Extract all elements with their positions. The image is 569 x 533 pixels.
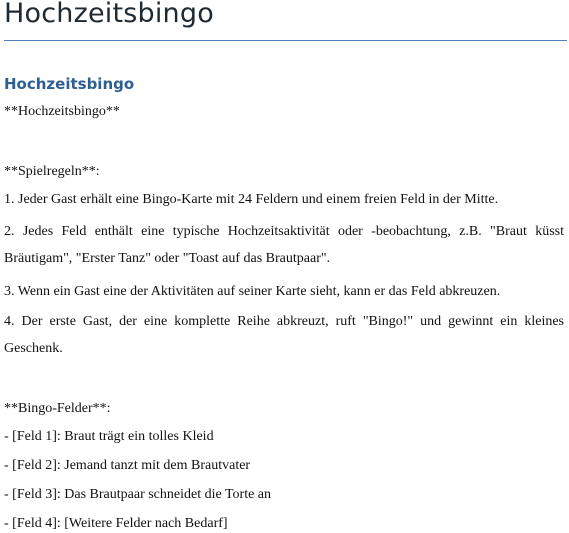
rule-item-4: 4. Der erste Gast, der eine komplette Reihe abkreuzt, ruft "Bingo!" und gewinnt ein kleines Geschenk. <box>4 314 564 356</box>
field-item-4: - [Feld 4]: [Weitere Felder nach Bedarf] <box>4 516 228 531</box>
rule-item-1: 1. Jeder Gast erhält eine Bingo-Karte mit 24 Feldern und einem freien Feld in der Mitte. <box>4 192 499 207</box>
fields-heading: **Bingo-Felder**: <box>4 401 111 416</box>
rules-heading: **Spielregeln**: <box>4 164 100 179</box>
section-heading: Hochzeitsbingo <box>4 75 135 93</box>
field-item-2: - [Feld 2]: Jemand tanzt mit dem Brautvater <box>4 458 251 473</box>
field-item-3: - [Feld 3]: Das Brautpaar schneidet die Torte an <box>4 487 272 502</box>
document-title: Hochzeitsbingo <box>4 0 214 29</box>
rule-item-3: 3. Wenn ein Gast eine der Aktivitäten auf seiner Karte sieht, kann er das Feld abkreuzen. <box>4 284 501 299</box>
field-item-1: - [Feld 1]: Braut trägt ein tolles Kleid <box>4 429 214 444</box>
rule-item-2: 2. Jedes Feld enthält eine typische Hochzeitsaktivität oder -beobachtung, z.B. "Braut küsst Bräutigam", "Erster Tanz" oder "Toast auf das Brautpaar". <box>4 224 564 266</box>
bold-marker-line: **Hochzeitsbingo** <box>4 104 120 119</box>
title-underline <box>4 40 567 41</box>
